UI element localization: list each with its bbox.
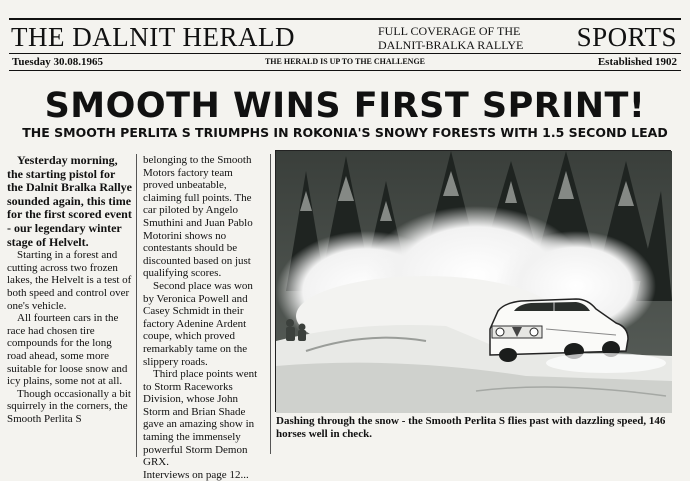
article-column-1 (7, 154, 137, 457)
section-title: SPORTS (576, 22, 677, 52)
coverage-tagline (378, 24, 548, 52)
subheadline: THE SMOOTH PERLITA S TRIUMPHS IN ROKONIA'S SNOWY FORESTS WITH 1.5 SECOND LEAD (22, 125, 668, 140)
lead-paragraph: Yesterday morning, the starting pistol for the Dalnit Bralka Rallye sounded again, this time for the first scored event - our legendary winter stage of Helvelt. (7, 153, 132, 249)
rally-photo (275, 150, 671, 412)
issue-date: Tuesday 30.08.1965 (12, 56, 103, 68)
article-paragraph: All fourteen cars in the race had chosen tire compounds for the long road ahead, some more suitable for loose snow and icy plains, some not at all. (7, 312, 128, 388)
photo-caption: Dashing through the snow - the Smooth Perlita S flies past with dazzling speed, 146 horses well in check. (276, 415, 666, 440)
motto: THE HERALD IS UP TO THE CHALLENGE (264, 57, 426, 66)
masthead (9, 18, 681, 54)
headline: SMOOTH WINS FIRST SPRINT! (44, 86, 646, 126)
established-year: Established 1902 (597, 56, 677, 68)
coverage-line-1: FULL COVERAGE OF THE (378, 24, 521, 38)
coverage-line-2: DALNIT-BRALKA RALLYE (378, 38, 524, 52)
article-paragraph: Though occasionally a bit squirrely in the corners, the Smooth Perlita S (7, 387, 131, 425)
article-paragraph: belonging to the Smooth Motors factory team proved unbeatable, claiming full points. The car piloted by Angelo Smuthini and Juan Pablo Motorini shows no contestants should be discounted based on just qualifying scores. (143, 154, 253, 280)
newspaper-name: THE DALNIT HERALD (11, 22, 295, 52)
masthead-divider (9, 70, 681, 71)
article-column-2 (143, 154, 271, 481)
dateline (9, 56, 681, 70)
article-paragraph: Third place points went to Storm Raceworks Division, whose John Storm and Brian Shade gave an amazing show in taming the immensely powerful Storm Demon GRX. (143, 368, 258, 469)
article-paragraph: Second place was won by Veronica Powell and Casey Schmidt in their factory Adenine Ardent coupe, which proved remarkably tame on the slippery roads. (143, 279, 253, 368)
continued-note: Interviews on page 12... (143, 468, 249, 481)
rally-car-illustration (276, 151, 672, 413)
article-paragraph: Starting in a forest and cutting across two frozen lakes, the Helvelt is a test of both speed and control over one's vehicle. (7, 249, 132, 312)
